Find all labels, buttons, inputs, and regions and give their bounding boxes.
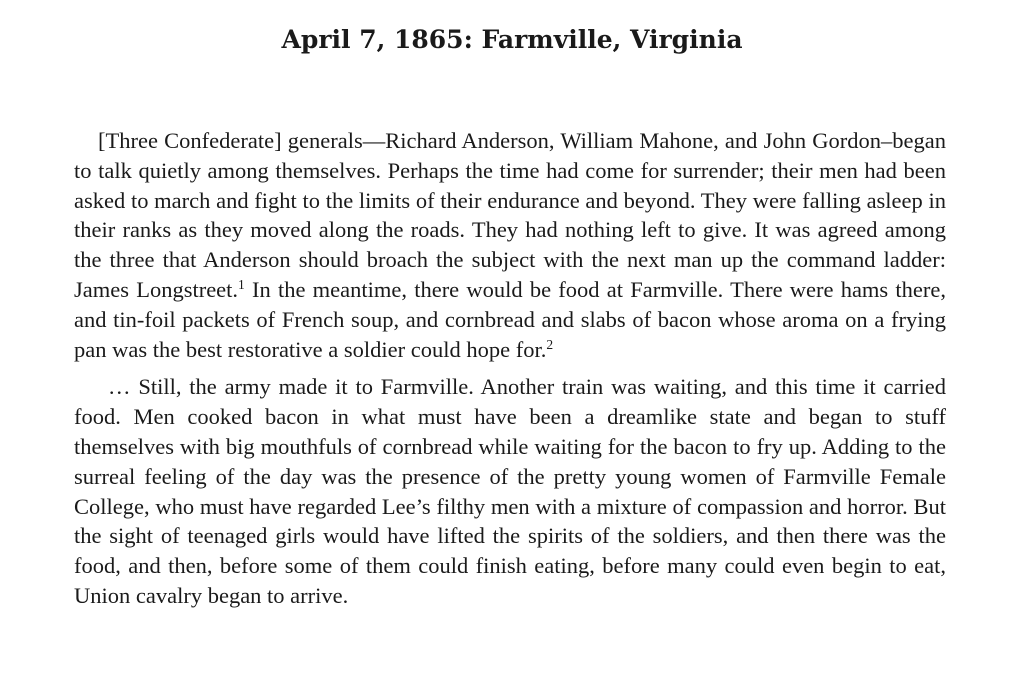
paragraph-1 xyxy=(74,126,946,364)
paragraph-1-text-a: [Three Confederate] generals—Richard Anderson, William Mahone, and John Gordon–began to talk quietly among themselves. Perhaps the time had come for surrender; their men had been asked to march and fight to the limits of their endurance and beyond. They were falling asleep in their ranks as they moved along the roads. They had nothing left to give. It was agreed among the three that Anderson should broach the subject with the next man up the command ladder: James Longstreet. xyxy=(74,128,946,302)
footnote-marker-2: 2 xyxy=(546,336,554,352)
paragraph-2: … Still, the army made it to Farmville. Another train was waiting, and this time it carried food. Men cooked bacon in what must have been a dreamlike state and began to stuff themselves with big mouthfuls of cornbread while waiting for the bacon to fry up. Adding to the surreal feeling of the day was the presence of the pretty young women of Farmville Female College, who must have regarded Lee’s filthy men with a mixture of compassion and horror. But the sight of teenaged girls would have lifted the spirits of the soldiers, and then there was the food, and then, before some of them could finish eating, before many could even begin to eat, Union cavalry began to arrive. xyxy=(74,374,946,608)
body-text xyxy=(74,126,946,611)
page-title: April 7, 1865: Farmville, Virginia xyxy=(281,25,743,54)
paragraph-1-text-b: In the meantime, there would be food at Farmville. There were hams there, and tin-foil packets of French soup, and cornbread and slabs of bacon whose aroma on a frying pan was the best restorative a soldier could hope for. xyxy=(74,276,946,362)
footnote-marker-1: 1 xyxy=(238,276,245,292)
